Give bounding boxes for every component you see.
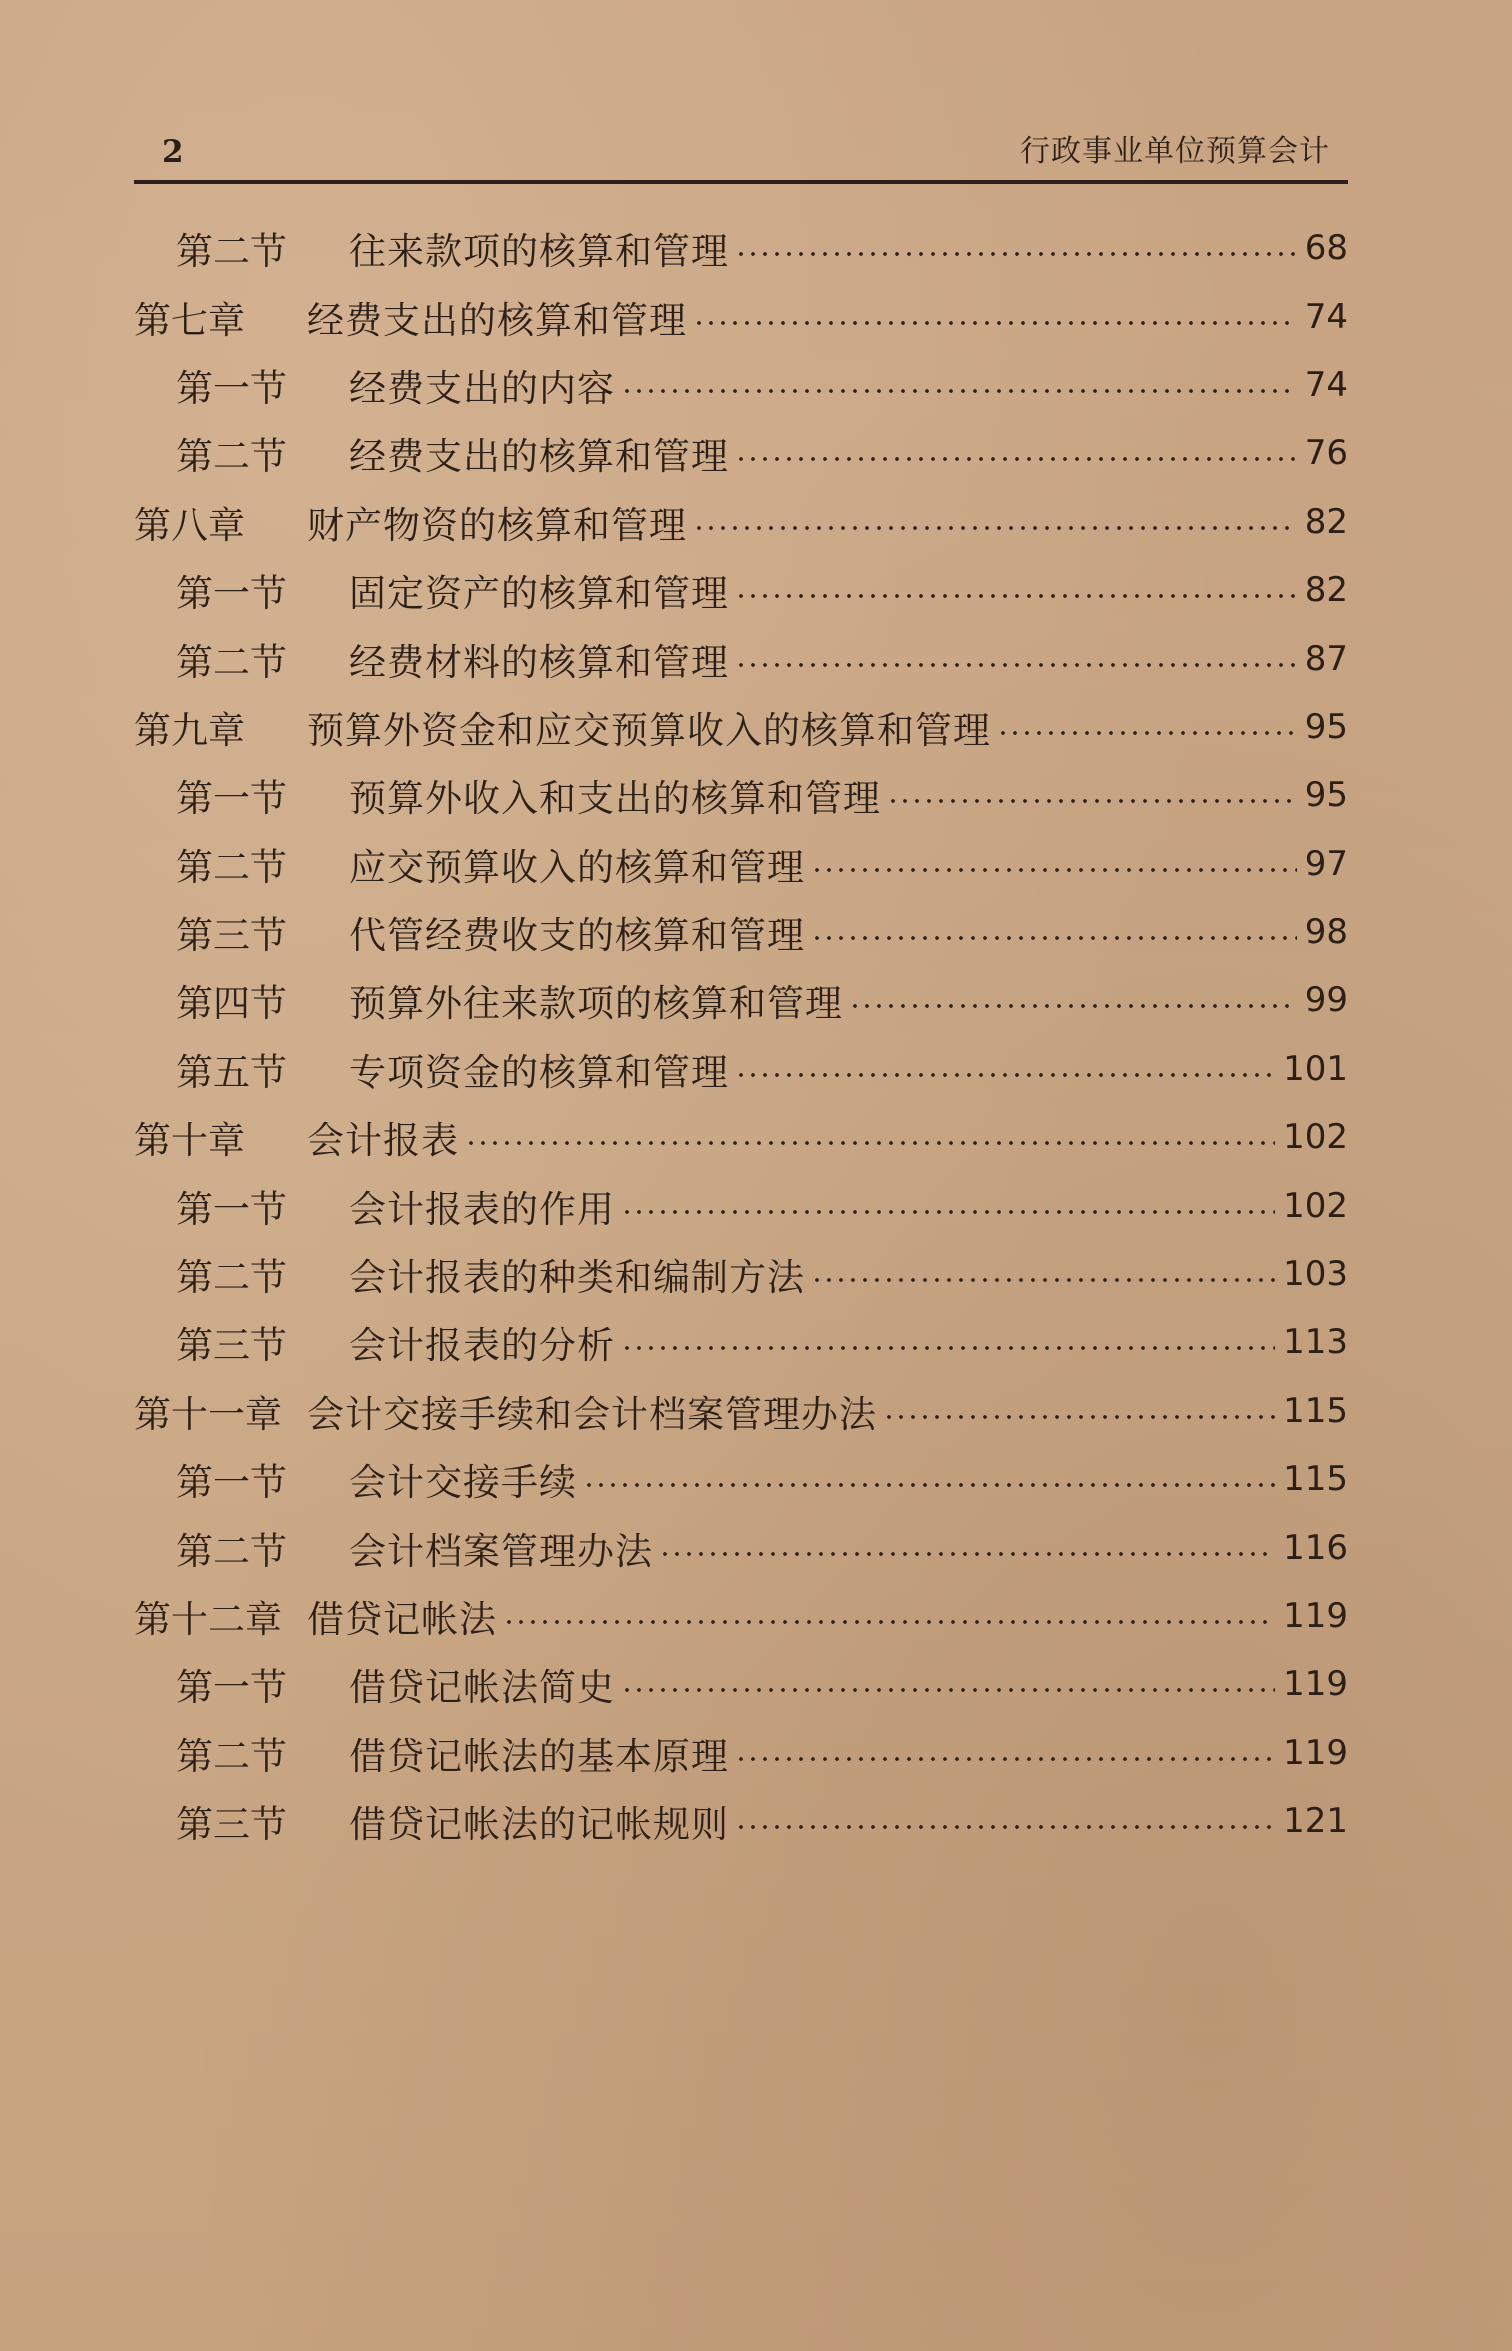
toc-entry-title: 往来款项的核算和管理 [349,230,729,274]
toc-entry-title: 应交预算收入的核算和管理 [349,845,805,889]
toc-entry-title: 经费支出的内容 [349,366,615,410]
toc-section-entry [134,1650,1348,1718]
dot-leader [621,389,1297,393]
toc-entry-page-number: 82 [1304,570,1348,611]
toc-entry-page-number: 99 [1304,980,1348,1021]
toc-entry-title: 财产物资的核算和管理 [307,503,687,547]
toc-entry-label: 第一节 [176,366,287,410]
toc-entry-label: 第九章 [134,708,245,752]
toc-entry-title: 经费支出的核算和管理 [349,435,729,479]
toc-entry-page-number: 87 [1304,638,1348,679]
toc-chapter-entry [134,488,1348,556]
toc-entry-label: 第一节 [176,777,287,821]
toc-section-entry [134,1787,1348,1855]
toc-entry-page-number: 82 [1304,501,1348,542]
toc-entry-label: 第三节 [176,914,287,958]
toc-entry-label: 第二节 [176,640,287,684]
dot-leader [849,1004,1297,1008]
dot-leader [621,1210,1275,1214]
dot-leader [735,252,1297,256]
toc-entry-label: 第十二章 [134,1598,282,1641]
toc-entry-title: 代管经费收支的核算和管理 [349,914,805,958]
toc-entry-page-number: 121 [1283,1801,1348,1842]
toc-section-entry [134,1240,1348,1308]
dot-leader [621,1688,1275,1692]
dot-leader [735,1757,1275,1761]
toc-chapter-entry [134,1377,1348,1445]
toc-entry-title: 经费支出的核算和管理 [307,298,687,342]
dot-leader [887,799,1297,803]
dot-leader [735,1073,1275,1077]
toc-entry-title: 专项资金的核算和管理 [349,1050,729,1094]
toc-entry-label: 第二节 [176,435,287,479]
toc-section-entry [134,966,1348,1034]
toc-section-entry [134,1171,1348,1239]
dot-leader [811,1278,1275,1282]
toc-entry-title: 会计报表的分析 [349,1324,615,1368]
dot-leader [503,1620,1275,1624]
dot-leader [659,1552,1275,1556]
toc-entry-page-number: 103 [1283,1254,1348,1295]
toc-entry-title: 会计报表的作用 [349,1187,615,1231]
toc-entry-label: 第二节 [176,1529,287,1573]
toc-entry-page-number: 115 [1283,1459,1348,1500]
toc-section-entry [134,419,1348,487]
table-of-contents [134,214,1348,1855]
toc-entry-title: 经费材料的核算和管理 [349,640,729,684]
toc-entry-title: 预算外收入和支出的核算和管理 [349,777,881,821]
toc-section-entry [134,624,1348,692]
toc-entry-label: 第八章 [134,503,245,547]
toc-entry-page-number: 95 [1304,706,1348,747]
toc-entry-page-number: 119 [1283,1732,1348,1773]
dot-leader [693,321,1297,325]
toc-entry-label: 第三节 [176,1324,287,1368]
toc-section-entry [134,1719,1348,1787]
toc-entry-label: 第二节 [176,1256,287,1300]
toc-entry-title: 预算外资金和应交预算收入的核算和管理 [307,708,991,752]
dot-leader [735,594,1297,598]
page-header [134,128,1348,178]
toc-section-entry [134,1035,1348,1103]
toc-entry-label: 第十章 [134,1119,245,1163]
toc-section-entry [134,351,1348,419]
toc-entry-title: 借贷记帐法的基本原理 [349,1734,729,1778]
toc-entry-page-number: 97 [1304,843,1348,884]
toc-entry-label: 第四节 [176,982,287,1026]
dot-leader [735,457,1297,461]
toc-entry-page-number: 113 [1283,1322,1348,1363]
header-rule [134,180,1348,184]
toc-entry-title: 会计交接手续 [349,1461,577,1505]
dot-leader [465,1141,1275,1145]
toc-entry-label: 第二节 [176,1734,287,1778]
toc-entry-page-number: 68 [1304,228,1348,269]
dot-leader [811,936,1297,940]
toc-entry-label: 第一节 [176,572,287,616]
dot-leader [693,526,1297,530]
toc-entry-label: 第五节 [176,1050,287,1094]
toc-section-entry [134,1513,1348,1581]
toc-entry-title: 会计档案管理办法 [349,1529,653,1573]
toc-entry-label: 第二节 [176,845,287,889]
toc-entry-page-number: 76 [1304,433,1348,474]
toc-entry-page-number: 101 [1283,1048,1348,1089]
toc-entry-page-number: 119 [1283,1664,1348,1705]
toc-section-entry [134,830,1348,898]
toc-chapter-entry [134,693,1348,761]
toc-entry-page-number: 119 [1283,1596,1348,1636]
toc-section-entry [134,556,1348,624]
toc-entry-label: 第七章 [134,298,245,342]
toc-entry-page-number: 102 [1283,1185,1348,1226]
toc-entry-label: 第三节 [176,1803,287,1847]
toc-section-entry [134,761,1348,829]
toc-chapter-entry [134,1582,1348,1650]
dot-leader [735,663,1297,667]
toc-entry-label: 第一节 [176,1666,287,1710]
dot-leader [735,1825,1275,1829]
page-number: 2 [162,134,184,170]
dot-leader [811,868,1297,872]
toc-entry-title: 借贷记帐法简史 [349,1666,615,1710]
toc-entry-title: 预算外往来款项的核算和管理 [349,982,843,1026]
toc-entry-page-number: 102 [1283,1117,1348,1158]
toc-entry-page-number: 98 [1304,912,1348,953]
toc-entry-label: 第十一章 [134,1392,282,1436]
toc-entry-title: 借贷记帐法 [307,1598,497,1641]
toc-entry-page-number: 74 [1304,364,1348,405]
dot-leader [621,1346,1275,1350]
dot-leader [883,1415,1275,1419]
toc-section-entry [134,898,1348,966]
toc-entry-page-number: 95 [1304,775,1348,816]
toc-entry-page-number: 116 [1283,1527,1348,1568]
toc-section-entry [134,1445,1348,1513]
toc-chapter-entry [134,1103,1348,1171]
toc-entry-title: 固定资产的核算和管理 [349,572,729,616]
toc-entry-title: 会计交接手续和会计档案管理办法 [307,1392,877,1436]
toc-entry-label: 第二节 [176,230,287,274]
toc-entry-page-number: 74 [1304,296,1348,337]
dot-leader [583,1483,1275,1487]
toc-entry-title: 借贷记帐法的记帐规则 [349,1803,729,1847]
toc-entry-label: 第一节 [176,1187,287,1231]
dot-leader [997,731,1297,735]
toc-chapter-entry [134,282,1348,350]
toc-section-entry [134,214,1348,282]
toc-entry-title: 会计报表的种类和编制方法 [349,1256,805,1300]
toc-entry-page-number: 115 [1283,1390,1348,1431]
toc-section-entry [134,1308,1348,1376]
running-title: 行政事业单位预算会计 [1020,134,1330,169]
toc-entry-label: 第一节 [176,1461,287,1505]
toc-entry-title: 会计报表 [307,1119,459,1163]
